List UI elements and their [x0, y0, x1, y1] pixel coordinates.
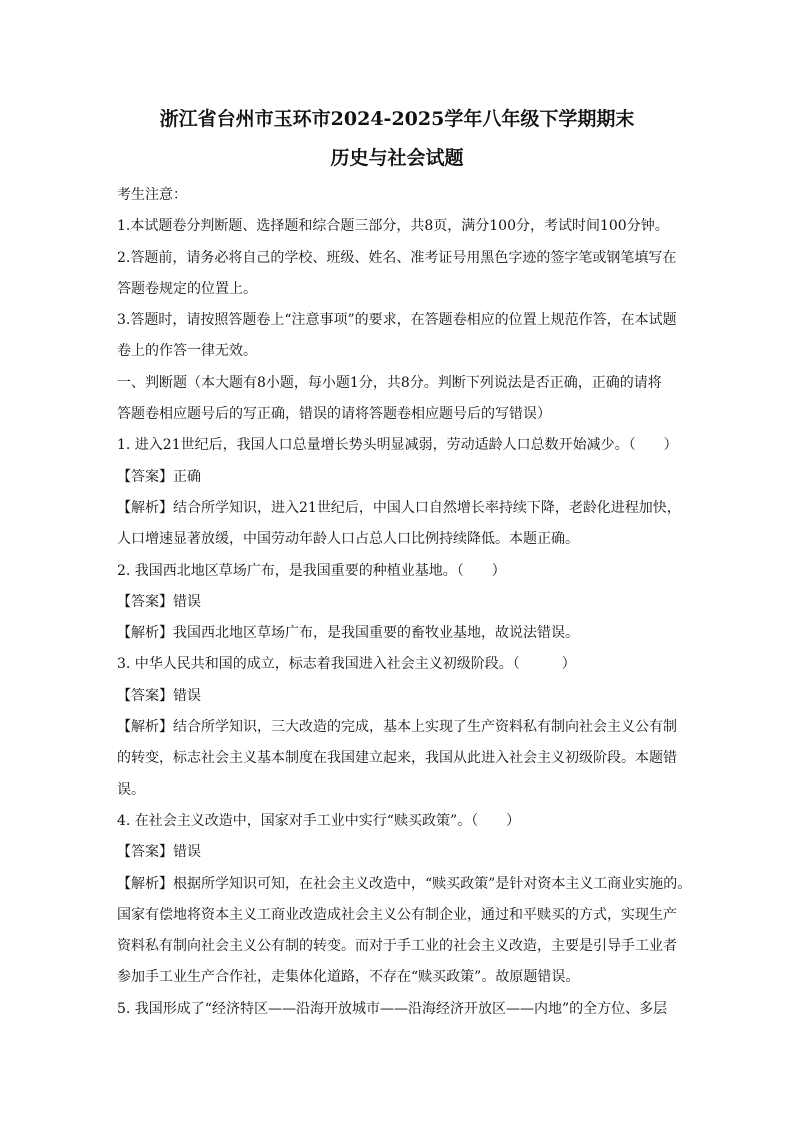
notice-heading: 考生注意： — [117, 187, 187, 203]
document-body — [117, 184, 692, 1029]
document-subtitle: 历史与社会试题 — [330, 147, 464, 169]
notice-item-3: 3.答题时，请按照答题卷上“注意事项”的要求，在答题卷相应的位置上规范作答，在本试题 — [117, 312, 677, 329]
analysis-4-cont-1: 国家有偿地将资本主义工商业改造成社会主义公有制企业，通过和平赎买的方式，实现生产 — [117, 906, 677, 923]
answer-1: 【答案】正确 — [117, 468, 201, 485]
question-3: 3. 中华人民共和国的成立，标志着我国进入社会主义初级阶段。（ ） — [117, 656, 576, 673]
notice-item-1: 1.本试题卷分判断题、选择题和综合题三部分，共8页，满分100分，考试时间100分钟。 — [117, 218, 669, 235]
analysis-3-cont: 的转变，标志社会主义基本制度在我国建立起来，我国从此进入社会主义初级阶段。本题错 — [117, 750, 677, 767]
analysis-1: 【解析】结合所学知识，进入21世纪后，中国人口自然增长率持续下降，老龄化进程加快， — [117, 499, 681, 516]
analysis-3: 【解析】结合所学知识，三大改造的完成，基本上实现了生产资料私有制向社会主义公有制 — [117, 719, 677, 736]
question-1: 1. 进入21世纪后，我国人口总量增长势头明显减弱，劳动适龄人口总数开始减少。（ ） — [117, 437, 678, 454]
section-heading-cont: 答题卷相应题号后的写正确，错误的请将答题卷相应题号后的写错误） — [117, 406, 551, 423]
notice-item-3-cont: 卷上的作答一律无效。 — [117, 343, 257, 360]
analysis-4: 【解析】根据所学知识可知，在社会主义改造中，“赎买政策”是针对资本主义工商业实施的。 — [117, 875, 692, 892]
question-4: 4. 在社会主义改造中，国家对手工业中实行“赎买政策”。（ ） — [117, 812, 521, 829]
analysis-2: 【解析】我国西北地区草场广布，是我国重要的畜牧业基地，故说法错误。 — [117, 625, 579, 642]
notice-item-2: 2.答题前，请务必将自己的学校、班级、姓名、准考证号用黑色字迹的签字笔或钢笔填写在 — [117, 249, 677, 266]
analysis-4-cont-3: 参加手工业生产合作社，走集体化道路，不存在“赎买政策”。故原题错误。 — [117, 969, 580, 986]
section-heading: 一、判断题（本大题有8小题，每小题1分，共8分。判断下列说法是否正确，正确的请将 — [117, 374, 662, 391]
answer-2: 【答案】错误 — [117, 593, 201, 610]
answer-3: 【答案】错误 — [117, 687, 201, 704]
notice-item-2-cont: 答题卷规定的位置上。 — [117, 280, 257, 297]
answer-4: 【答案】错误 — [117, 844, 201, 861]
analysis-4-cont-2: 资料私有制向社会主义公有制的转变。而对于手工业的社会主义改造，主要是引导手工业者 — [117, 938, 677, 955]
analysis-1-cont: 人口增速显著放缓，中国劳动年龄人口占总人口比例持续降低。本题正确。 — [117, 531, 579, 548]
analysis-3-end: 误。 — [117, 781, 145, 798]
question-5: 5. 我国形成了“经济特区——沿海开放城市——沿海经济开放区——内地”的全方位、多层 — [117, 1000, 668, 1017]
document-title: 浙江省台州市玉环市2024-2025学年八年级下学期期末 — [159, 108, 635, 130]
question-2: 2. 我国西北地区草场广布，是我国重要的种植业基地。（ ） — [117, 562, 506, 579]
